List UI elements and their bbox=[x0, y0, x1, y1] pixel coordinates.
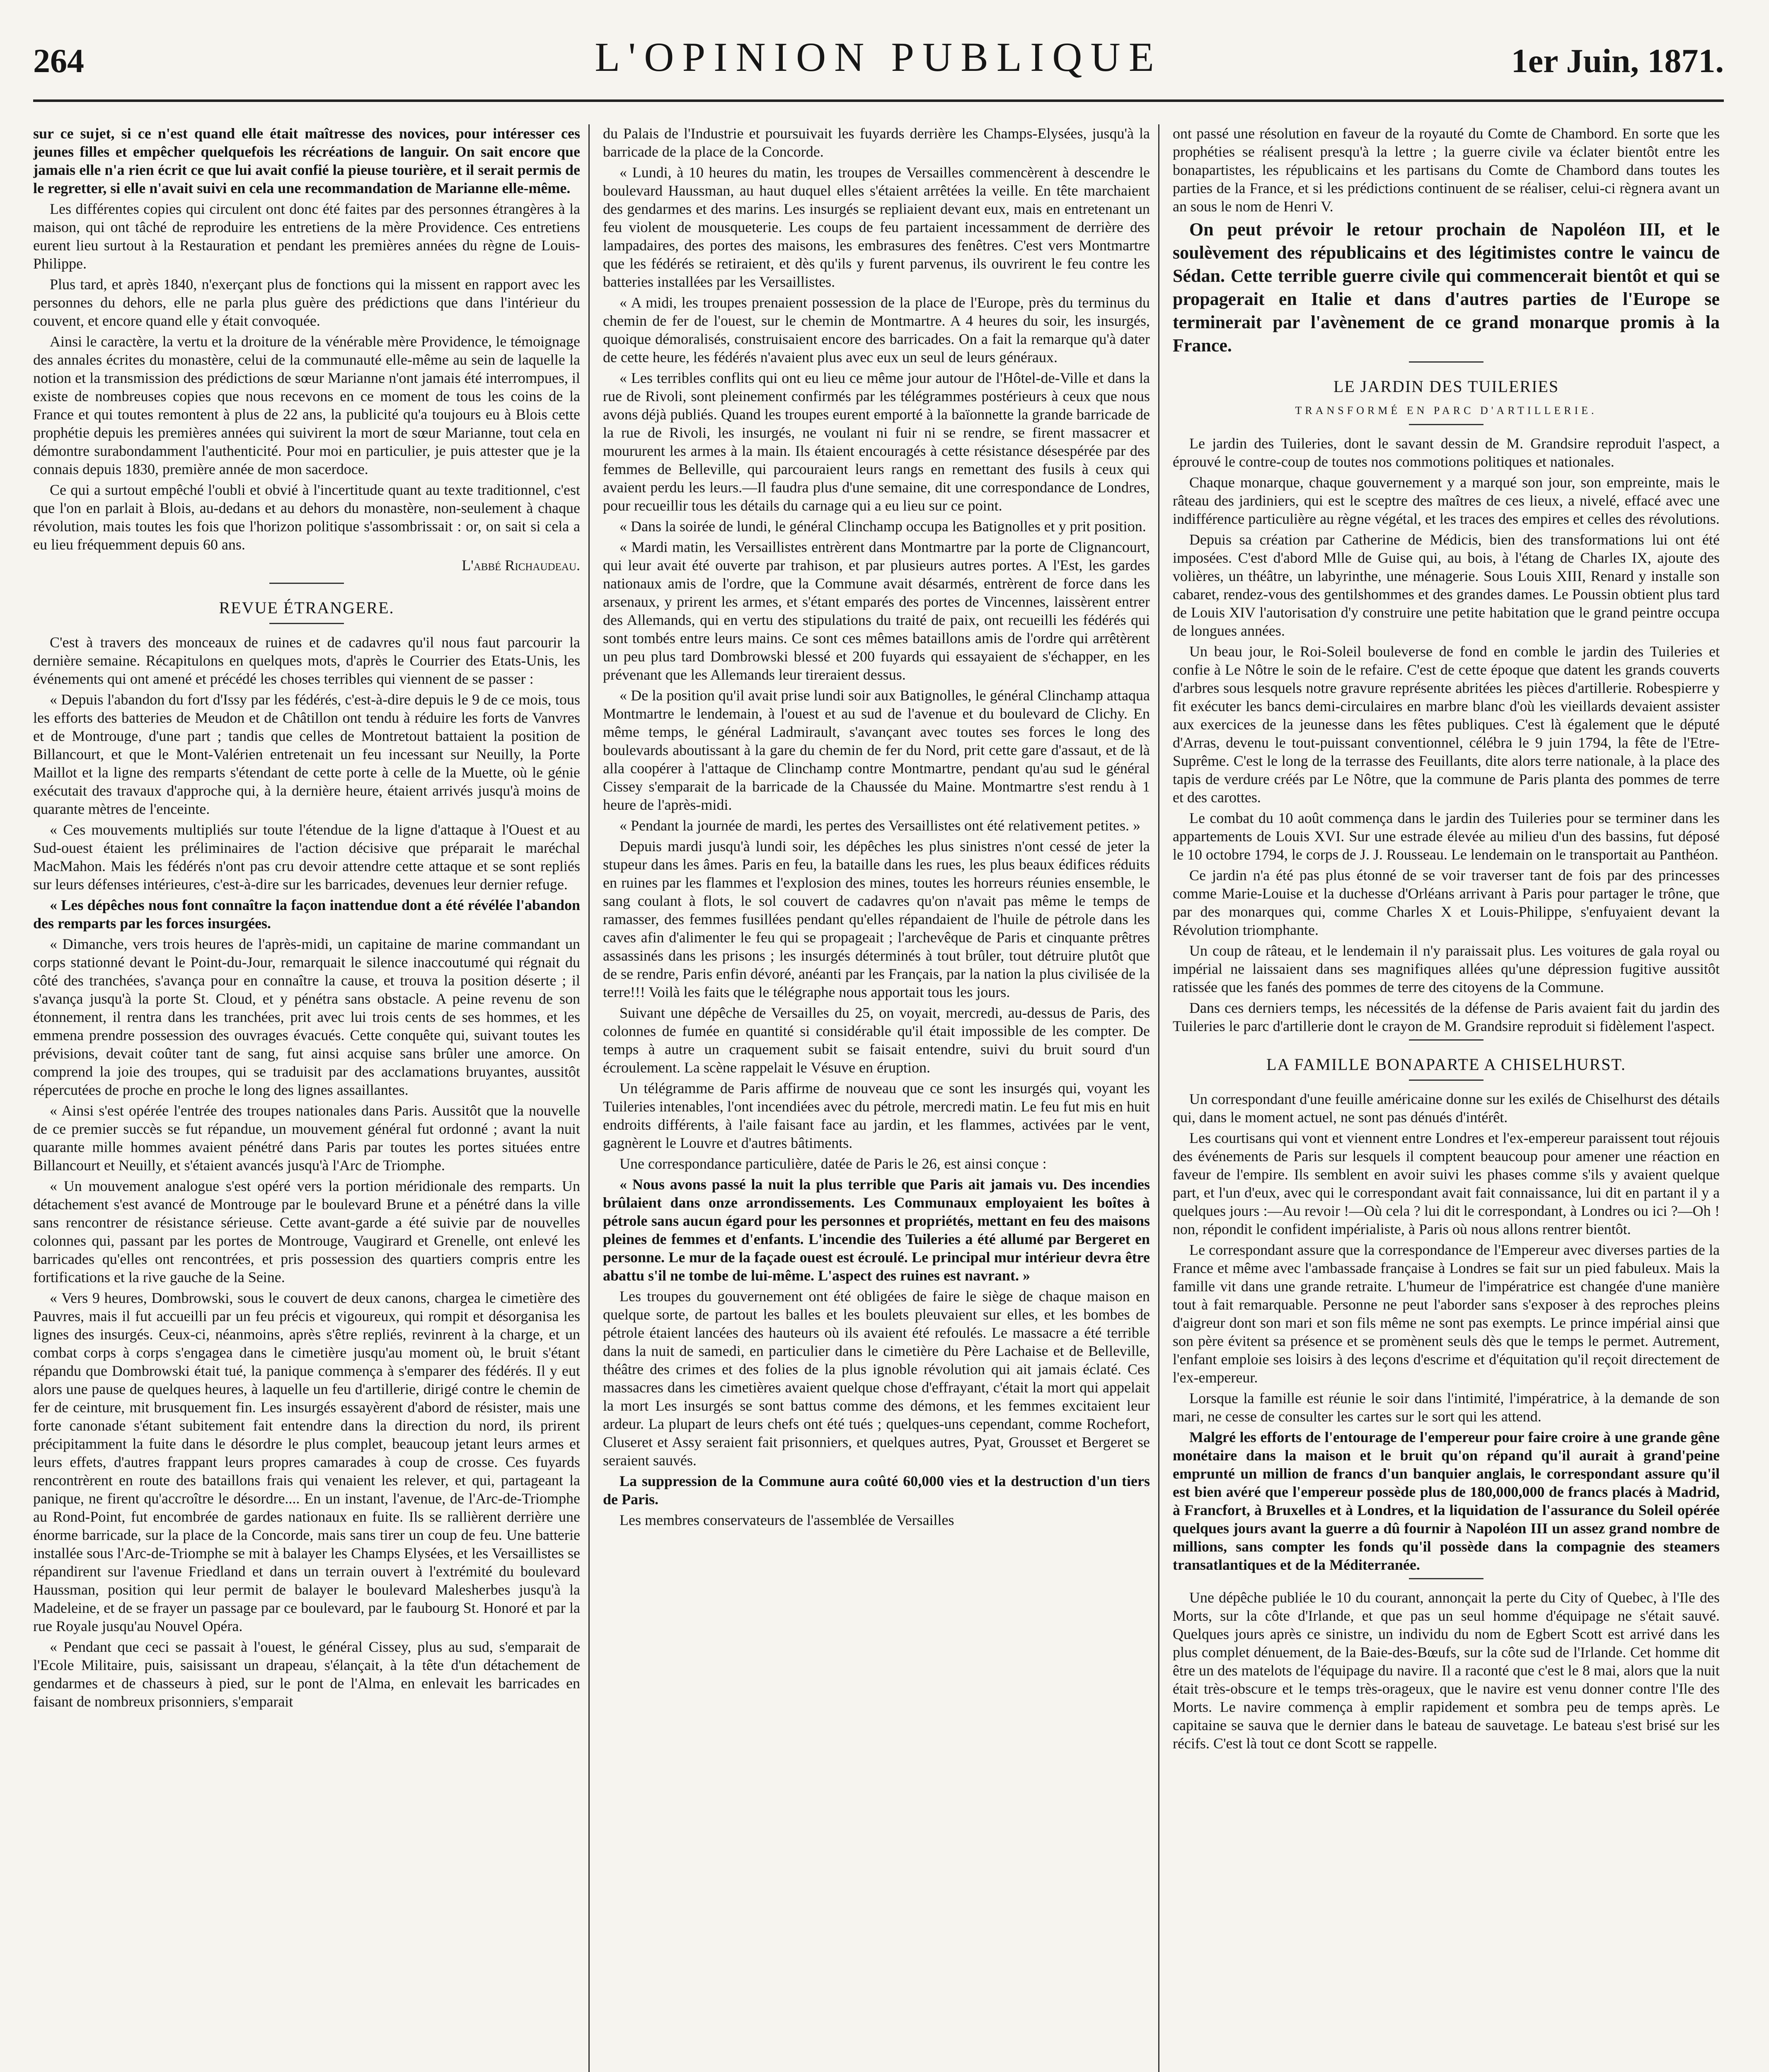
paragraph: « Pendant que ceci se passait à l'ouest, le général Cissey, plus au sud, s'emparait de l'Ecole Militaire, puis, saisissant un drapeau, s'élançait, à la tête d'un détachement de gendarmes et de chasseurs à pied, sur le pont de l'Alma, en enlevait les barricades en faisant de nombreux prisonniers, s'emparait bbox=[33, 1639, 580, 1710]
paragraph: Les troupes du gouvernement ont été obligées de faire le siège de chaque maison en quelque sorte, de partout les balles et les boulets pleuvaient sur elles, et les bombes de pétrole étaient lancées des hauteurs où ils avaient été refoulés. Le massacre a été terrible dans la nuit de samedi, en particulier dans le cimetière du Père Lachaise et de Belleville, théâtre des crimes et des folies de la plus ignoble révolution qui ait jamais éclaté. Ces massacres dans les cimetières avaient quelque chose d'effrayant, c'était la mort qui appelait la mort Les insurgés se sont battus comme des démons, et les femmes excitaient leur ardeur. La plupart de leurs chefs ont été tués ; quelques-uns cependant, comme Rochefort, Cluseret et Assy seraient fait prisonniers, et quelques autres, Pyat, Grousset et Bergeret se seraient sauvés. bbox=[603, 1288, 1150, 1469]
header-rule bbox=[33, 99, 1724, 102]
paragraph: Chaque monarque, chaque gouvernement y a marqué son jour, son empreinte, mais le râteau des jardiniers, qui est le sceptre des maîtres de ces lieux, a nivelé, effacé avec une indifférence particulière au règne végétal, et les traces des empires et celles des révolutions. bbox=[1173, 474, 1720, 527]
paragraph: « Depuis l'abandon du fort d'Issy par les fédérés, c'est-à-dire depuis le 9 de ce mois, tous les efforts des batteries de Meudon et de Châtillon ont tendu à réduire les forts de Vanvres et de Montrouge, d'une part ; tandis que celles de Montretout battaient la position de Billancourt, et que le Mont-Valérien entretenait un feu incessant sur Neuilly, la Porte Maillot et la ligne des remparts s'étendant de cette porte à celle de la Muette, où le génie exécutait des travaux d'approche qui, à la dernière heure, étaient arrivés jusqu'à moins de quarante mètres de l'enceinte. bbox=[33, 691, 580, 817]
section-rule bbox=[1409, 424, 1483, 425]
paragraph: Un correspondant d'une feuille américaine donne sur les exilés de Chiselhurst des détails qui, dans le moment actuel, ne sont pas dénués d'intérêt. bbox=[1173, 1091, 1720, 1126]
paragraph: Les différentes copies qui circulent ont donc été faites par des personnes étrangères à la maison, qui ont tâché de reproduire les entretiens de la mère Providence. Ces entretiens eurent lieu surtout à la Restauration et pendant les premières années du règne de Louis-Philippe. bbox=[33, 201, 580, 272]
paragraph: Un télégramme de Paris affirme de nouveau que ce sont les insurgés qui, voyant les Tuileries intenables, l'ont incendiées avec du pétrole, mercredi matin. Le feu fut mis en huit endroits différents, à l'aile faisant face au jardin, et les flammes, activées par le vent, gagnèrent le Louvre et d'autres bâtiments. bbox=[603, 1080, 1150, 1151]
paragraph: « De la position qu'il avait prise lundi soir aux Batignolles, le général Clinchamp attaqua Montmartre le lendemain, à l'ouest et au sud de l'avenue et du boulevard de Clichy. En même temps, le général Ladmirault, s'avançant avec toutes ses forces le long des boulevards aboutissant à la gare du chemin de fer du Nord, prit cette gare d'assaut, et de là alla coopérer à l'attaque de Clinchamp contre Montmartre, pendant qu'au sud le général Cissey s'emparait de la barricade de la Chaussée du Maine. Montmartre s'est rendu à 1 heure de l'après-midi. bbox=[603, 687, 1150, 813]
paragraph: Un beau jour, le Roi-Soleil bouleverse de fond en comble le jardin des Tuileries et confie à Le Nôtre le soin de le refaire. C'est de cette époque que datent les grands couverts d'arbres sous lesquels notre gravure représente abritées les pièces d'artillerie. Robespierre y fit exécuter les bancs demi-circulaires en marbre blanc d'où les vieillards devaient assister aux exercices de la jeunesse dans les fêtes publiques. C'est là également que le député d'Arras, devenu le tout-puissant conventionnel, célébra le 9 juin 1794, la fête de l'Etre-Suprême. C'est le long de la terrasse des Feuillants, dite alors terre nationale, à la place des tapis de verdure créés par Le Nôtre, que la commune de Paris planta des pommes de terre et des carottes. bbox=[1173, 643, 1720, 806]
paragraph: « Vers 9 heures, Dombrowski, sous le couvert de deux canons, chargea le cimetière des Pauvres, mais il fut accueilli par un feu précis et vigoureux, qui rompit et désorganisa les lignes des insurgés. Ceux-ci, néanmoins, après s'être repliés, revinrent à la charge, et un combat corps à corps s'engagea dans le cimetière jusqu'au moment où, le bruit s'étant répandu que Dombrowski était tué, la panique commença à s'emparer des fédérés. Il y eut alors une pause de quelques heures, à laquelle un feu d'artillerie, dirigé contre le chemin de fer de ceinture, mit brusquement fin. Les insurgés essayèrent d'abord de résister, mais une forte canonade s'étant subitement fait entendre dans la direction du nord, ils prirent précipitamment la fuite dans le désordre le plus complet, beaucoup jetant leurs armes et leurs effets, d'autres frappant leurs propres camarades à coup de crosse. Ces fuyards rencontrèrent en route des bataillons frais qui venaient les relever, et qui, partageant la panique, ne firent qu'accroître le désordre.... En un instant, l'avenue, de l'Arc-de-Triomphe au Rond-Point, fut encombrée de gardes nationaux en fuite. Ils se rallièrent derrière une énorme barricade, sur la place de la Concorde, mais sans tirer un coup de feu. Une batterie installée sous l'Arc-de-Triomphe se mit à balayer les Champs Elysées, et les Versaillistes se répandirent sur l'avenue Friedland et dans un terrain ouvert à l'extrémité du boulevard Haussman, position qui leur permit de balayer le boulevard Malesherbes jusqu'à la Madeleine, et de se frayer un passage par ce boulevard, par le faubourg St. Honoré et par la rue Royale jusqu'au Nouvel Opéra. bbox=[33, 1290, 580, 1634]
paragraph: Plus tard, et après 1840, n'exerçant plus de fonctions qui la missent en rapport avec les personnes du dehors, elle ne parla plus guère des prédictions que dans l'intérieur du couvent, et encore quand elle y était convoquée. bbox=[33, 276, 580, 329]
column-3 bbox=[1173, 124, 1720, 2072]
signature: L'abbé Richaudeau. bbox=[462, 557, 580, 574]
paragraph: Ainsi le caractère, la vertu et la droiture de la vénérable mère Providence, le témoignage des annales écrites du monastère, celui de la communauté elle-même au sein de laquelle la notion et la transmission des prédictions de sœur Marianne n'ont jamais été interrompues, il existe de nombreuses copies que nous recevons en ce moment de tous les coins de la France et qui toutes remontent à plus de 22 ans, la publicité qu'a toujours eu à Blois cette prophétie depuis les premières années qui suivirent la mort de sœur Marianne, tout cela en démontre surabondamment l'authenticité. Pour moi en particulier, je puis attester que je la connais depuis 1830, première année de mon sacerdoce. bbox=[33, 333, 580, 477]
paragraph: Les courtisans qui vont et viennent entre Londres et l'ex-empereur paraissent tout réjouis des événements de Paris sur lesquels il comptent beaucoup pour amener une réaction en faveur de l'empire. Ils semblent en avoir suivi les phases comme s'ils y avaient quelque part, et l'un d'eux, avec qui le correspondant avait fait connaissance, lui dit en partant il y a quelques jours :—Au revoir !—Où cela ? lui dit le correspondant, à Londres ou ici ?—Oh ! non, répondit le confident impérialiste, à Paris où nous allons rentrer bientôt. bbox=[1173, 1130, 1720, 1237]
paragraph: « Pendant la journée de mardi, les pertes des Versaillistes ont été relativement petites. » bbox=[620, 817, 1140, 834]
paragraph: « Les dépêches nous font connaître la façon inattendue dont a été révélée l'abandon des remparts par les forces insurgées. bbox=[33, 897, 580, 932]
paragraph: ont passé une résolution en faveur de la royauté du Comte de Chambord. En sorte que les prophéties se réalisent presqu'à la lettre ; la guerre civile va éclater bientôt entre les bonapartistes, les républicains et les partisans du Comte de Chambord dans toutes les parties de la France, et si les prédictions continuent de se réaliser, celui-ci règnera avant un an sous le nom de Henri V. bbox=[1173, 125, 1720, 215]
paragraph: Depuis sa création par Catherine de Médicis, bien des transformations lui ont été imposées. C'est d'abord Mlle de Guise qui, au bois, à l'étang de Charles IX, ajoute des volières, un théâtre, un labyrinthe, une ménagerie. Sous Louis XIII, Renard y installe son cabaret, rendez-vous des gentilshommes et des grandes dames. Le Poussin obtient plus tard de Louis XIV l'autorisation d'y construire une petite habitation que le grand peintre occupa de longues années. bbox=[1173, 531, 1720, 639]
paragraph: sur ce sujet, si ce n'est quand elle était maîtresse des novices, pour intéresser ces jeunes filles et empêcher quelquefois les récréations de languir. On sait encore que jamais elle n'a rien écrit ce que lui avait confié la pieuse tourière, et il serait permis de le regretter, si elle n'avait suivi en cela une recommandation de Marianne elle-même. bbox=[33, 125, 580, 196]
paragraph: Le combat du 10 août commença dans le jardin des Tuileries pour se terminer dans les appartements de Louis XVI. Sur une estrade élevée au milieu d'un des bassins, fut déposé le 10 octobre 1794, le corps de J. J. Rousseau. Le lendemain on le transportait au Panthéon. bbox=[1173, 810, 1720, 863]
paragraph: « Mardi matin, les Versaillistes entrèrent dans Montmartre par la porte de Clignancourt, qui leur avait été ouverte par trahison, et par plusieurs autres portes. A l'Est, les gardes nationaux amis de l'ordre, que la Commune avait désarmés, entrèrent de force dans les arsenaux, y prirent les armes, et s'étant emparés des portes de Vincennes, laissèrent entrer des Allemands, qui en vertu des stipulations du traité de paix, ont recueilli les fédérés qui sont tombés entre leurs mains. Ce sont ces mêmes bataillons amis de l'ordre qui arrêtèrent un peu plus tard Dombrowski blessé et 200 fuyards qui essayaient de s'échapper, en les prévenant que les Allemands leur tireraient dessus. bbox=[603, 539, 1150, 683]
issue-date: 1er Juin, 1871. bbox=[1511, 42, 1724, 80]
section-rule bbox=[269, 623, 344, 624]
paragraph: La suppression de la Commune aura coûté 60,000 vies et la destruction d'un tiers de Paris. bbox=[603, 1473, 1150, 1508]
paragraph: Lorsque la famille est réunie le soir dans l'intimité, l'impératrice, à la demande de son mari, ne cesse de consulter les cartes sur le sort qui les attend. bbox=[1173, 1390, 1720, 1425]
paragraph: Depuis mardi jusqu'à lundi soir, les dépêches les plus sinistres n'ont cessé de jeter la stupeur dans les âmes. Paris en feu, la bataille dans les rues, les plus beaux édifices réduits en ruines par les flammes et l'explosion des mines, toutes les horreurs réunies ensemble, le sang coulant à flots, le sol couvert de cadavres qu'on n'avait pas même le temps de ramasser, des femmes fusillées pendant qu'elles répandaient de l'huile de pétrole dans les caves afin d'alimenter le feu qui se propageait ; l'archevêque de Paris et cinquante prêtres assassinés dans les prisons ; les insurgés déterminés à tout brûler, tout détruire plutôt que de se rendre, Paris enfin dévoré, anéanti par les Français, par la nation la plus civilisée de la terre!!! Voilà les faits que le télégraphe nous apportait tous les jours. bbox=[603, 838, 1150, 1000]
section-heading: LE JARDIN DES TUILERIES bbox=[1333, 377, 1559, 396]
paragraph: Une dépêche publiée le 10 du courant, annonçait la perte du City of Quebec, à l'Ile des Morts, sur la côte d'Irlande, et que pas un seul homme d'équipage ne s'était sauvé. Quelques jours après ce sinistre, un individu du nom de Egbert Scott est arrivé dans les plus complet dénuement, de la Baie-des-Bœufs, sur la côte sud de l'Irlande. Cet homme dit être un des matelots de l'équipage du navire. Il a raconté que c'est le 8 mai, alors que la nuit était très-obscure et le temps très-orageux, que le navire est venu donner contre l'Ile des Morts. Le navire commença à emplir rapidement et sombra peu de temps après. Le capitaine se sauva que le dernier dans le bateau de sauvetage. Le bateau s'est brisé sur les récifs. C'est là tout ce dont Scott se rappelle. bbox=[1173, 1589, 1720, 1752]
paragraph: du Palais de l'Industrie et poursuivait les fuyards derrière les Champs-Elysées, jusqu'à la barricade de la place de la Concorde. bbox=[603, 125, 1150, 160]
paragraph: « Les terribles conflits qui ont eu lieu ce même jour autour de l'Hôtel-de-Ville et dans la rue de Rivoli, sont pleinement confirmés par les télégrammes postérieurs à ceux que nous avons déjà publiés. Quand les troupes eurent emporté à la baïonnette la grande barricade de la rue de Rivoli, les insurgés, ne voulant ni fuir ni se rendre, se firent massacrer et moururent les armes à la main. Ils étaient encouragés à cette résistance désespérée par des femmes de Belleville, qui parcouraient leurs rangs en remettant des fusils à ceux qui avaient perdu les leurs.—Il faudra plus d'une semaine, dit une correspondance de Londres, pour recueillir tous les détails du carnage qui a eu lieu sur ce point. bbox=[603, 370, 1150, 514]
paragraph: « A midi, les troupes prenaient possession de la place de l'Europe, près du terminus du chemin de fer de l'ouest, sur le chemin de Montmartre. A 4 heures du soir, les insurgés, quoique démoralisés, construisaient encore des barricades. On a fait la remarque qu'à dater de cette heure, les fédérés n'avaient plus avec eux un seul de leurs généraux. bbox=[603, 294, 1150, 366]
paragraph: « Dimanche, vers trois heures de l'après-midi, un capitaine de marine commandant un corps stationné devant le Point-du-Jour, remarquait le silence inaccoutumé qui régnait du côté des tranchées, s'avança pour en connaître la cause, et trouva la position déserte ; il s'avança jusqu'à la porte St. Cloud, et y pénétra sans obstacle. A peine revenu de son étonnement, il rentra dans les tranchées, prit avec lui trois cents de ses hommes, et les emmena prendre possession des ouvrages évacués. Cette conquête qui, suivant toutes les prévisions, devait coûter tant de sang, fut ainsi acquise sans brûler une amorce. On comprend la joie des troupes, qui se traduisit par des acclamations bruyantes, aussitôt répercutées de proche en proche le long des lignes assaillantes. bbox=[33, 936, 580, 1098]
section-heading: LA FAMILLE BONAPARTE A CHISELHURST. bbox=[1266, 1055, 1626, 1074]
section-rule bbox=[1409, 1080, 1483, 1081]
paragraph: « Ces mouvements multipliés sur toute l'étendue de la ligne d'attaque à l'Ouest et au Sud-ouest étaient les préliminaires de l'action décisive que préparait le maréchal MacMahon. Mais les fédérés n'ont pas cru devoir attendre cette attaque et se sont repliés sur leurs défenses intérieures, c'est-à-dire sur les barricades, devenues leur dernier refuge. bbox=[33, 821, 580, 893]
masthead: L'OPINION PUBLIQUE bbox=[595, 34, 1162, 80]
paragraph: Malgré les efforts de l'entourage de l'empereur pour faire croire à une grande gêne monétaire dans la maison et le bruit qu'on répand qu'il aurait à grand'peine emprunté un million de francs d'un banquier anglais, le correspondant assure qu'il est bien avéré que l'empereur possède plus de 180,000,000 de francs placés à Madrid, à Francfort, à Bruxelles et à Londres, et la liquidation de l'assurance du Soleil opérée quelques jours avant la guerre a dû fournir à Napoléon III un assez grand nombre de millions, sans compter les fonds qu'il possède dans la compagnie des steamers transatlantiques et de la Méditerranée. bbox=[1173, 1429, 1720, 1573]
paragraph: Le correspondant assure que la correspondance de l'Empereur avec diverses parties de la France et même avec l'ambassade française à Londres se fait sur un pied fabuleux. Mais la famille vit dans une grande retraite. L'humeur de l'impératrice est changée d'une manière tout à fait remarquable. Personne ne peut l'aborder sans s'exposer à des reproches pleins d'aigreur dont son mari et son fils même ne sont pas exempts. Le prince impérial ainsi que son père évitent sa présence et se promènent seuls dès que le temps le permet. Autrement, l'enfant emploie ses loisirs à des leçons d'escrime et d'équitation qu'il reçoit directement de l'ex-empereur. bbox=[1173, 1242, 1720, 1386]
paragraph: « Ainsi s'est opérée l'entrée des troupes nationales dans Paris. Aussitôt que la nouvelle de ce premier succès se fut répandue, un mouvement général fut ordonné ; avant la nuit quarante mille hommes avaient pénétré dans Paris par toutes les portes situées entre Billancourt et Neuilly, et s'étaient avancés jusqu'à l'Arc de Triomphe. bbox=[33, 1102, 580, 1174]
section-subheading: TRANSFORMÉ EN PARC D'ARTILLERIE. bbox=[1295, 404, 1597, 416]
page-header bbox=[33, 17, 1724, 120]
paragraph: Le jardin des Tuileries, dont le savant dessin de M. Grandsire reproduit l'aspect, a éprouvé le contre-coup de toutes nos commotions politiques et nationales. bbox=[1173, 435, 1720, 470]
paragraph: « Un mouvement analogue s'est opéré vers la portion méridionale des remparts. Un détachement s'est avancé de Montrouge par le boulevard Brune et a pénétré dans la ville sans rencontrer de résistance sérieuse. Cette avant-garde a été suivie par de nouvelles colonnes qui, passant par les portes de Montrouge, Vaugirard et Grenelle, ont enlevé les barricades qu'elles ont rencontrées, et pris possession des quartiers compris entre les fortifications et la rive gauche de la Seine. bbox=[33, 1178, 580, 1285]
column-2 bbox=[603, 124, 1150, 2072]
paragraph: Ce qui a surtout empêché l'oubli et obvié à l'incertitude quant au texte traditionnel, c'est que l'on en parlait à Blois, au-dedans et au dehors du monastère, non-seulement à chaque révolution, mais toutes les fois que l'horizon politique s'assombrissait : or, on sait si cela a eu lieu fréquemment depuis 60 ans. bbox=[33, 482, 580, 553]
paragraph: Un coup de râteau, et le lendemain il n'y paraissait plus. Les voitures de gala royal ou impérial ne laissaient dans ses magnifiques allées qu'une dépression fugitive aussitôt ratissée que les fanés des pommes de terre des citoyens de la Commune. bbox=[1173, 942, 1720, 995]
paragraph: « Lundi, à 10 heures du matin, les troupes de Versailles commencèrent à descendre le boulevard Haussman, au haut duquel elles s'étaient arrêtées la veille. En tête marchaient des gendarmes et des marins. Les insurgés se repliaient devant eux, mais en entretenant un feu violent de mousqueterie. Les coups de feu partaient incessamment de derrière des lampadaires, des portes des maisons, les embrasures des fenêtres. C'est vers Montmartre que les fédérés se retiraient, et dès qu'ils y furent parvenus, ils ouvrirent le feu contre les batteries installées par les Versaillistes. bbox=[603, 164, 1150, 290]
paragraph: Les membres conservateurs de l'assemblée de Versailles bbox=[620, 1512, 954, 1528]
page-number: 264 bbox=[33, 42, 84, 80]
paragraph: Une correspondance particulière, datée de Paris le 26, est ainsi conçue : bbox=[620, 1155, 1047, 1172]
section-rule bbox=[1409, 1039, 1483, 1041]
section-rule bbox=[269, 583, 344, 584]
paragraph: Ce jardin n'a été pas plus étonné de se voir traverser tant de fois par des princesses comme Marie-Louise et la duchesse d'Orléans arrivant à Paris pour partager le trône, que par des monarques qui, comme Charles X et Louis-Philippe, s'enfuyaient devant la Révolution triomphante. bbox=[1173, 867, 1720, 938]
section-heading: REVUE ÉTRANGERE. bbox=[219, 598, 394, 617]
paragraph: Dans ces derniers temps, les nécessités de la défense de Paris avaient fait du jardin des Tuileries le parc d'artillerie dont le crayon de M. Grandsire reproduit si fidèlement l'aspect. bbox=[1173, 1000, 1720, 1034]
paragraph: « Dans la soirée de lundi, le général Clinchamp occupa les Batignolles et y prit position. bbox=[620, 518, 1146, 535]
column-divider bbox=[588, 124, 590, 2072]
column-divider bbox=[1158, 124, 1159, 2072]
paragraph: On peut prévoir le retour prochain de Napoléon III, et le soulèvement des républicains et des légitimistes contre le vaincu de Sédan. Cette terrible guerre civile qui commencerait bientôt et qui se propagerait en Italie et dans d'autres parties de l'Europe se terminerait par l'avènement de ce grand monarque promis à la France. bbox=[1173, 219, 1720, 356]
section-rule bbox=[1409, 1578, 1483, 1579]
section-rule bbox=[1409, 361, 1483, 363]
paragraph: Suivant une dépêche de Versailles du 25, on voyait, mercredi, au-dessus de Paris, des colonnes de fumée en quantité si considérable qu'il était impossible de les compter. De temps à autre un craquement subit se faisait entendre, suivi du bruit sourd d'un écroulement. La scène rappelait le Vésuve en éruption. bbox=[603, 1005, 1150, 1076]
column-1 bbox=[33, 124, 580, 2072]
paragraph: C'est à travers des monceaux de ruines et de cadavres qu'il nous faut parcourir la dernière semaine. Récapitulons en quelques mots, d'après le Courrier des Etats-Unis, les événements qui ont amené et précédé les choses terribles qui viennent de se passer : bbox=[33, 634, 580, 687]
paragraph: « Nous avons passé la nuit la plus terrible que Paris ait jamais vu. Des incendies brûlaient dans onze arrondissements. Les Communaux employaient les boîtes à pétrole sans aucun égard pour les personnes et propriétés, mettant en feu des maisons pleines de femmes et d'enfants. L'incendie des Tuileries a été allumé par Bergeret en personne. Le mur de la façade ouest est écroulé. Le principal mur intérieur devra être abattu s'il ne tombe de lui-même. L'aspect des ruines est navrant. » bbox=[603, 1176, 1150, 1284]
